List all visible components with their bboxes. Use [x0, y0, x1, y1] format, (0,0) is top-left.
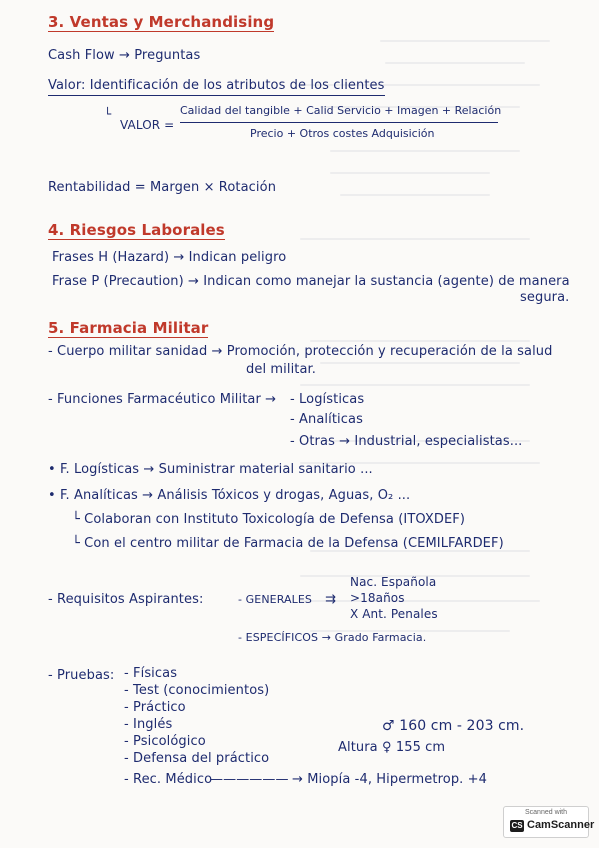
prueba-item: - Práctico [124, 700, 186, 715]
section-5-title: 5. Farmacia Militar [48, 319, 209, 337]
cash-flow-line: Cash Flow → Preguntas [48, 48, 201, 63]
frases-p: Frase P (Precaution) → Indican como manejar la sustancia (agente) de manera [52, 274, 570, 289]
corner-arrow-icon: └ [104, 107, 112, 121]
valor-denominator: Precio + Otros costes Adquisición [250, 127, 435, 140]
colabora-itoxdef-text: Colaboran con Instituto Toxicología de Defensa (ITOXDEF) [84, 512, 466, 527]
colabora-cemilfardef: └ Con el centro militar de Farmacia de la Defensa (CEMILFARDEF) [72, 536, 504, 551]
rec-medico-detalle: → Miopía -4, Hipermetrop. +4 [292, 772, 488, 787]
valor-definition: Valor: Identificación de los atributos de los clientes [48, 78, 385, 96]
f-analiticas: • F. Analíticas → Análisis Tóxicos y drogas, Aguas, O₂ ... [48, 488, 411, 503]
altura-mujer: Altura ♀ 155 cm [338, 740, 446, 755]
colabora-itoxdef: └ Colaboran con Instituto Toxicología de Defensa (ITOXDEF) [72, 512, 466, 527]
camscanner-brand: CamScanner [527, 819, 595, 831]
prueba-item: - Psicológico [124, 734, 206, 749]
rentabilidad-formula: Rentabilidad = Margen × Rotación [48, 180, 277, 195]
valor-label: VALOR = [120, 118, 175, 132]
requisitos-generales: - GENERALES [238, 593, 313, 606]
arrow-line: —————— [210, 772, 289, 787]
funcion-otras: - Otras → Industrial, especialistas... [290, 434, 523, 449]
prueba-item: - Rec. Médico [124, 772, 213, 787]
req-nacionalidad: Nac. Española [350, 575, 437, 589]
requisitos-label: - Requisitos Aspirantes: [48, 592, 204, 607]
camscanner-logo-icon: CS [511, 821, 523, 830]
f-analiticas-text: F. Analíticas → Análisis Tóxicos y drogas, Aguas, O₂ ... [60, 488, 411, 503]
req-antecedentes: X Ant. Penales [350, 607, 438, 621]
valor-numerator: Calidad del tangible + Calid Servicio + Imagen + Relación [180, 104, 502, 117]
altura-hombre: ♂ 160 cm - 203 cm. [382, 718, 525, 734]
f-logisticas: • F. Logísticas → Suministrar material sanitario ... [48, 462, 373, 477]
camscanner-badge [503, 806, 595, 838]
section-4-title: 4. Riesgos Laborales [48, 221, 225, 239]
prueba-item: - Defensa del práctico [124, 751, 270, 766]
prueba-item: - Físicas [124, 666, 178, 681]
frases-h: Frases H (Hazard) → Indican peligro [52, 250, 287, 265]
prueba-item: - Inglés [124, 717, 173, 732]
cuerpo-militar-cont: del militar. [246, 362, 317, 377]
section-3-title: 3. Ventas y Merchandising [48, 13, 275, 31]
colabora-cemilfardef-text: Con el centro militar de Farmacia de la Defensa (CEMILFARDEF) [84, 536, 504, 551]
f-logisticas-text: F. Logísticas → Suministrar material sanitario ... [60, 462, 373, 477]
requisitos-especificos: - ESPECÍFICOS → Grado Farmacia. [238, 631, 427, 644]
prueba-item: - Test (conocimientos) [124, 683, 270, 698]
funcion-logistica: - Logísticas [290, 392, 365, 407]
cuerpo-militar: - Cuerpo militar sanidad → Promoción, protección y recuperación de la salud [48, 344, 553, 359]
funcion-analitica: - Analíticas [290, 412, 363, 427]
req-edad: >18años [350, 591, 405, 605]
funciones-label: - Funciones Farmacéutico Militar → [48, 392, 277, 407]
scanned-with-label: Scanned with [524, 809, 568, 816]
pruebas-label: - Pruebas: [48, 668, 115, 683]
frases-p-cont: segura. [520, 290, 570, 305]
valor-formula [180, 104, 500, 144]
arrow-icon: ⇉ [325, 592, 336, 607]
